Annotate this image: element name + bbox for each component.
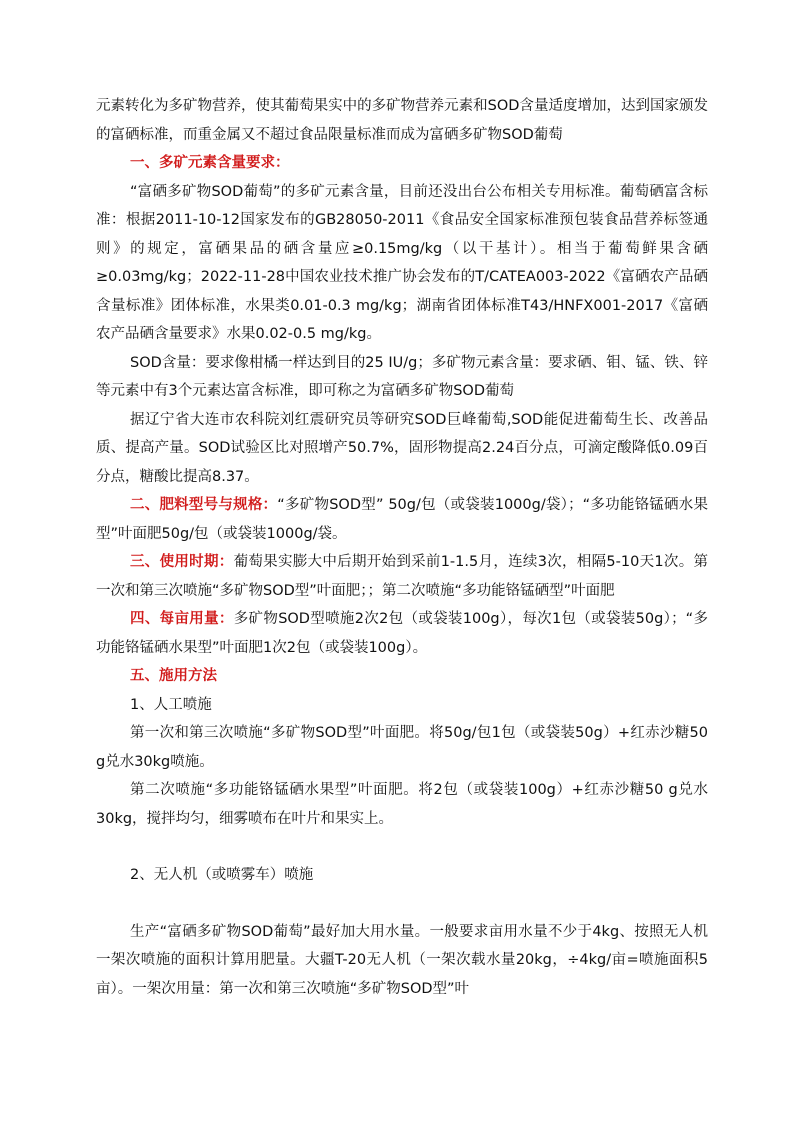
paragraph-dosage (96, 605, 708, 662)
usage-period-text: 葡萄果实膨大中后期开始到采前1-1.5月，连续3次，相隔5-10天1次。第一次和第三次喷施“多矿物SOD型”叶面肥；；第二次喷施“多功能铬锰硒型”叶面肥 (96, 554, 709, 599)
paragraph-manual-first: 第一次和第三次喷施“多矿物SOD型”叶面肥。将50g/包1包（或袋装50g）+红赤沙糖50 g兑水30kg喷施。 (96, 725, 708, 770)
fertilizer-spec-text: “多矿物SOD型” 50g/包（或袋装1000g/袋）；“多功能铬锰硒水果型”叶面肥50g/包（或袋装1000g/袋。 (96, 497, 708, 542)
document-page (96, 92, 708, 1003)
section-heading-3: 三、使用时期： (130, 554, 234, 570)
paragraph-research: 据辽宁省大连市农科院刘红震研究员等研究SOD巨峰葡萄,SOD能促进葡萄生长、改善品质、提高产量。SOD试验区比对照增产50.7%，固形物提高2.24百分点，可滴定酸降低0.09百分点，糖酸比提高8.37。 (96, 411, 708, 485)
section-heading-2: 二、肥料型号与规格： (130, 497, 278, 513)
paragraph-fertilizer-spec (96, 491, 708, 548)
section-heading-1: 一、多矿元素含量要求： (130, 155, 290, 171)
paragraph-selenium-standard: “富硒多矿物SOD葡萄”的多矿元素含量，目前还没出台公布相关专用标准。葡萄硒富含标准：根据2011-10-12国家发布的GB28050-2011《食品安全国家标准预包装食品营养标签通则》的规定，富硒果品的硒含量应≥0.15mg/kg（以干基计）。相当于葡萄鲜果含硒≥0.03mg/kg；2022-11-28中国农业技术推广协会发布的T/CATEA003-2022《富硒农产品硒含量标准》团体标准，水果类0.01-0.3 mg/kg；湖南省团体标准T43/HNFX001-2017《富硒农产品硒含量要求》水果0.02-0.5 mg/kg。 (96, 183, 708, 342)
paragraph-manual-second: 第二次喷施“多功能铬锰硒水果型”叶面肥。将2包（或袋装100g）+红赤沙糖50 g兑水30kg，搅拌均匀，细雾喷布在叶片和果实上。 (96, 782, 708, 827)
intro-paragraph: 元素转化为多矿物营养，使其葡萄果实中的多矿物营养元素和SOD含量适度增加，达到国家颁发的富硒标准，而重金属又不超过食品限量标准而成为富硒多矿物SOD葡萄 (96, 98, 708, 143)
paragraph-sod-content: SOD含量：要求像柑橘一样达到目的25 IU/g；多矿物元素含量：要求硒、钼、锰、铁、锌等元素中有3个元素达富含标准，即可称之为富硒多矿物SOD葡萄 (96, 354, 708, 399)
paragraph-drone: 生产“富硒多矿物SOD葡萄”最好加大用水量。一般要求亩用水量不少于4kg、按照无人机一架次喷施的面积计算用肥量。大疆T-20无人机（一架次载水量20kg，÷4kg/亩=喷施面积5亩）。一架次用量：第一次和第三次喷施“多矿物SOD型”叶 (96, 923, 708, 997)
section-heading-5: 五、施用方法 (130, 668, 217, 684)
paragraph-usage-period (96, 548, 708, 605)
subheading-manual-spray: 1、人工喷施 (130, 696, 212, 713)
subheading-drone-spray: 2、无人机（或喷雾车）喷施 (130, 867, 314, 883)
dosage-text: 多矿物SOD型喷施2次2包（或袋装100g），每次1包（或袋装50g）；“多功能铬锰硒水果型”叶面肥1次2包（或袋装100g）。 (96, 611, 708, 656)
section-heading-4: 四、每亩用量： (130, 611, 234, 627)
